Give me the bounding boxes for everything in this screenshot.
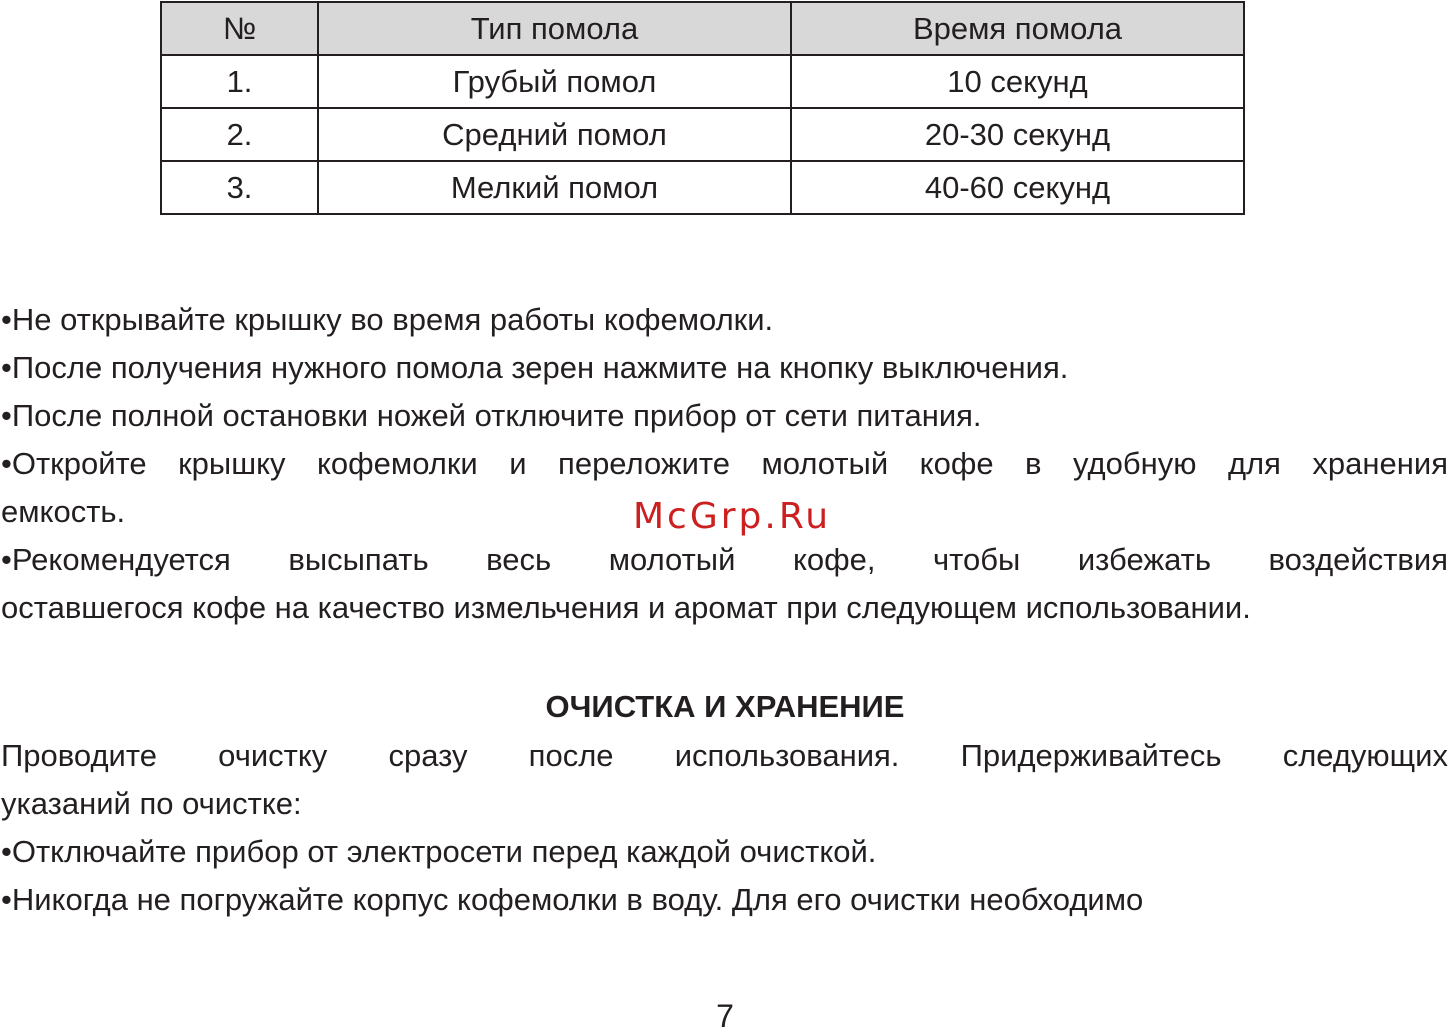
grind-time-table xyxy=(160,1,1245,215)
instructions-block xyxy=(1,296,1448,632)
instruction-line: •Рекомендуется высыпать весь молотый кофе, чтобы избежать воздействия xyxy=(1,542,1448,577)
instruction-line: •Не открывайте крышку во время работы кофемолки. xyxy=(1,302,774,337)
section-heading-cleaning: ОЧИСТКА И ХРАНЕНИЕ xyxy=(545,689,905,724)
cleaning-line: •Никогда не погружайте корпус кофемолки в воду. Для его очистки необходимо xyxy=(1,882,1144,917)
cleaning-line: •Отключайте прибор от электросети перед каждой очисткой. xyxy=(1,834,877,869)
page-number: 7 xyxy=(716,998,734,1034)
grind-type: Средний помол xyxy=(318,108,791,161)
cleaning-line: указаний по очистке: xyxy=(1,786,302,821)
row-number: 1. xyxy=(161,55,318,108)
column-header-grind-type: Тип помола xyxy=(318,2,791,55)
row-number: 2. xyxy=(161,108,318,161)
column-header-number: № xyxy=(161,2,318,55)
table-row xyxy=(161,55,1244,108)
instruction-line: •После получения нужного помола зерен нажмите на кнопку выключения. xyxy=(1,350,1069,385)
cleaning-line: Проводите очистку сразу после использования. Придерживайтесь следующих xyxy=(1,738,1448,773)
instruction-line: оставшегося кофе на качество измельчения и аромат при следующем использовании. xyxy=(1,590,1251,625)
instruction-line: •Откройте крышку кофемолки и переложите молотый кофе в удобную для хранения xyxy=(1,446,1448,481)
grind-time: 20-30 секунд xyxy=(791,108,1244,161)
grind-time: 40-60 секунд xyxy=(791,161,1244,214)
grind-type: Грубый помол xyxy=(318,55,791,108)
table-row xyxy=(161,161,1244,214)
watermark-text: McGrp.Ru xyxy=(633,496,832,537)
grind-time: 10 секунд xyxy=(791,55,1244,108)
table-header-row xyxy=(161,2,1244,55)
cleaning-block xyxy=(1,732,1448,924)
table-row xyxy=(161,108,1244,161)
grind-type: Мелкий помол xyxy=(318,161,791,214)
column-header-grind-time: Время помола xyxy=(791,2,1244,55)
instruction-line: •После полной остановки ножей отключите прибор от сети питания. xyxy=(1,398,982,433)
instruction-line: емкость. xyxy=(1,494,126,529)
row-number: 3. xyxy=(161,161,318,214)
